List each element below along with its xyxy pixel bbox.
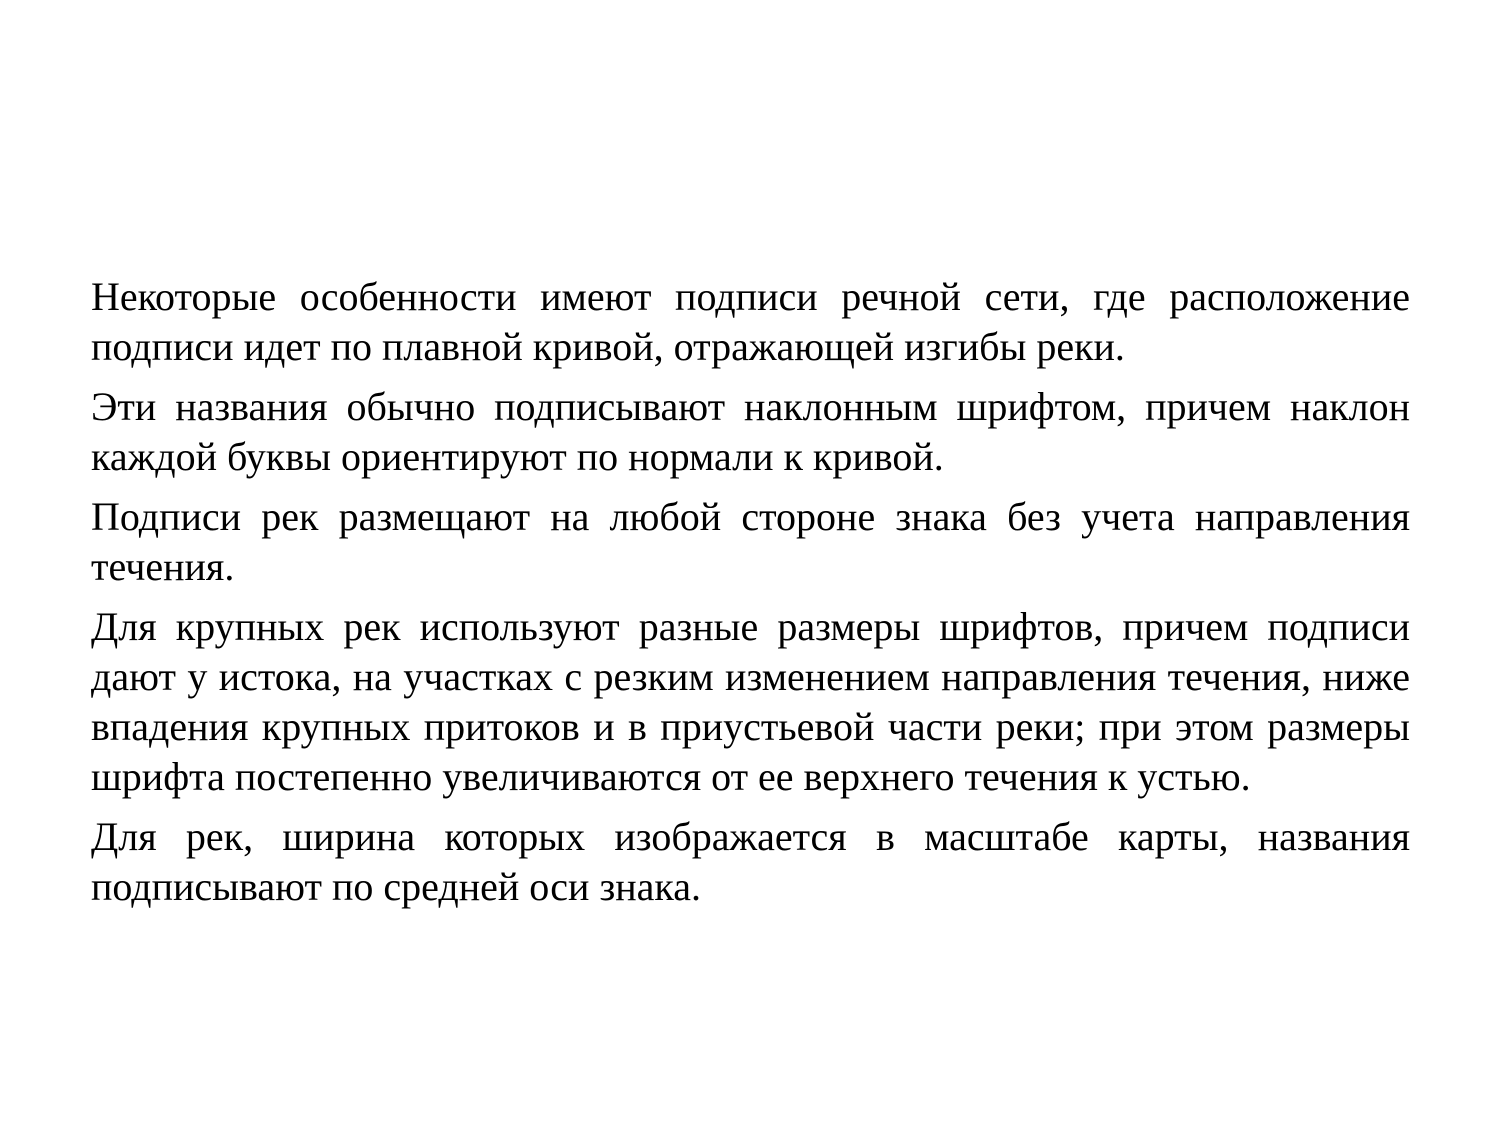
paragraph-large-rivers-font-sizes: Для крупных рек используют разные размеры шрифтов, причем подписи дают у истока, на участках с резким изменением направления течения, ниже впадения крупных притоков и в приустьевой части реки; при этом размеры шрифта постепенно увеличиваются от ее верхнего течения к устью. [91,604,1410,799]
paragraph-scale-width-rivers: Для рек, ширина которых изображается в масштабе карты, названия подписывают по средней оси знака. [91,814,1410,909]
paragraph-label-side: Подписи рек размещают на любой стороне знака без учета направления течения. [91,494,1410,589]
paragraph-river-labels-curve: Некоторые особенности имеют подписи речной сети, где расположение подписи идет по плавной кривой, отражающей изгибы реки. [91,274,1410,369]
paragraph-italic-font-orientation: Эти названия обычно подписывают наклонным шрифтом, причем наклон каждой буквы ориентируют по нормали к кривой. [91,384,1410,479]
body-text [91,272,1410,922]
